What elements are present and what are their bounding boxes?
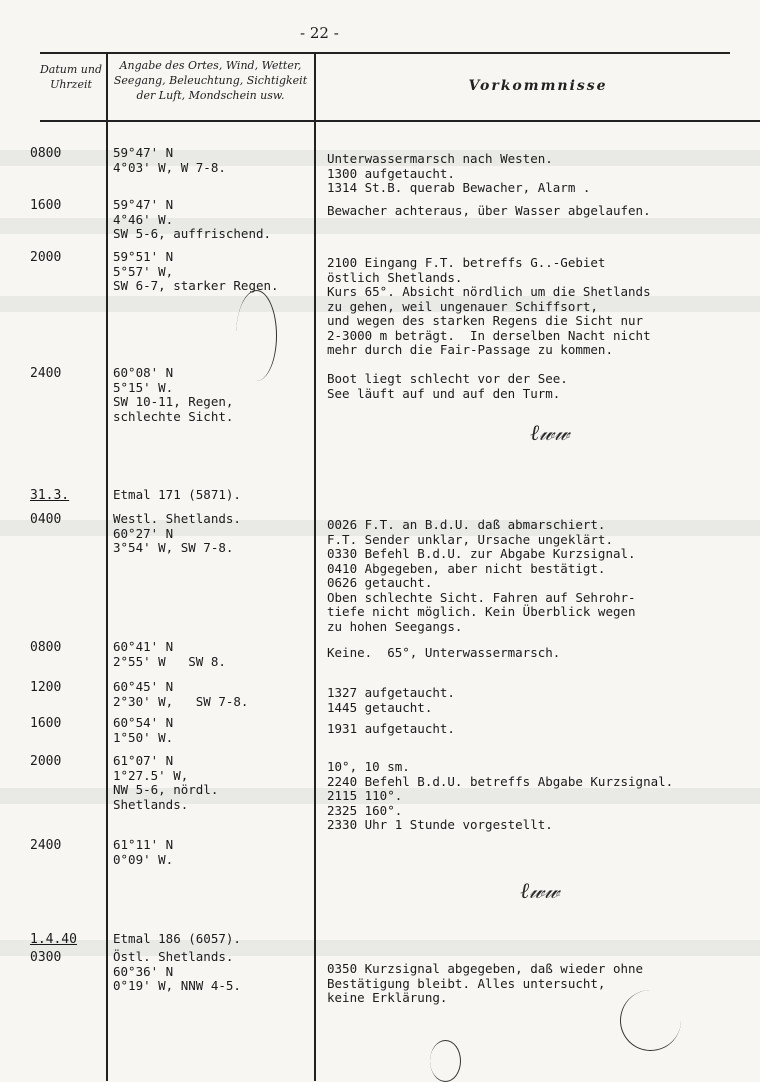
event-line: 1445 getaucht. — [327, 699, 433, 715]
position-line: 5°57' W, — [113, 263, 174, 279]
event-line: 2115 110°. — [327, 788, 403, 803]
entry-events — [327, 686, 757, 715]
event-line: 1931 aufgetaucht. — [327, 721, 455, 736]
position-line: 5°15' W. — [113, 379, 174, 395]
event-line: Bewacher achteraus, über Wasser abgelaufen. — [327, 203, 651, 218]
position-line: SW 5-6, auffrischend. — [113, 226, 272, 241]
page-number: - 22 - — [300, 24, 339, 42]
position-line: 4°03' W, W 7-8. — [113, 159, 226, 175]
position-line: 60°27' N — [113, 525, 174, 541]
position-line: 60°08' N — [113, 365, 174, 380]
pen-mark — [620, 990, 681, 1051]
event-line: F.T. Sender unklar, Ursache ungeklärt. — [327, 531, 613, 547]
position-line: 60°41' N — [113, 639, 174, 654]
position-line: 2°55' W SW 8. — [113, 653, 226, 669]
position-line: Westl. Shetlands. — [113, 511, 241, 526]
entry-date: 2000 — [30, 250, 62, 265]
event-line: 1327 aufgetaucht. — [327, 685, 455, 700]
entry-date: 31.3. — [30, 488, 70, 503]
column-divider-2 — [314, 52, 316, 1081]
header-location-weather: Angabe des Ortes, Wind, Wetter, Seegang, Beleuchtung, Sichtigkeit der Luft, Mondschein usw. — [113, 59, 308, 102]
entry-position — [113, 838, 313, 867]
entry-events — [327, 256, 757, 358]
entry-date: 2000 — [30, 754, 62, 769]
position-line: NW 5-6, nördl. — [113, 782, 219, 797]
entry-position — [113, 950, 313, 994]
position-line: 60°54' N — [113, 715, 174, 730]
position-line: 59°47' N — [113, 145, 174, 160]
entry-events — [327, 760, 757, 833]
column-divider-1 — [106, 52, 108, 1081]
entry-events — [327, 518, 757, 634]
position-line: 1°27.5' W, — [113, 767, 189, 783]
entry-date: 0800 — [30, 146, 62, 161]
position-line: Östl. Shetlands. — [113, 949, 234, 964]
entry-date: 2400 — [30, 366, 62, 381]
entry-date: 1200 — [30, 680, 62, 695]
pen-mark — [236, 290, 277, 381]
position-line: 1°50' W. — [113, 729, 174, 745]
entry-date: 0400 — [30, 512, 62, 527]
entry-position — [113, 640, 313, 669]
event-line: 0350 Kurzsignal abgegeben, daß wieder ohne — [327, 961, 644, 976]
entry-position — [113, 146, 313, 175]
entry-position — [113, 366, 313, 424]
entry-position — [113, 198, 313, 242]
event-line: 2100 Eingang F.T. betreffs G..-Gebiet — [327, 255, 606, 270]
position-line: 60°36' N — [113, 963, 174, 979]
position-line: SW 10-11, Regen, — [113, 394, 234, 409]
event-line: 2-3000 m beträgt. In derselben Nacht nicht — [327, 327, 651, 343]
event-line: 10°, 10 sm. — [327, 759, 410, 774]
position-line: 59°51' N — [113, 249, 174, 264]
position-line: schlechte Sicht. — [113, 408, 234, 424]
position-line: Etmal 171 (5871). — [113, 487, 241, 502]
position-line: 2°30' W, SW 7-8. — [113, 693, 249, 709]
entry-date: 0300 — [30, 950, 62, 965]
event-line: Unterwassermarsch nach Westen. — [327, 151, 553, 166]
entry-position — [113, 680, 313, 709]
entry-events — [327, 204, 757, 219]
entry-position — [113, 250, 313, 294]
event-line: zu gehen, weil ungenauer Schiffsort, — [327, 298, 598, 314]
event-line: keine Erklärung. — [327, 990, 448, 1005]
position-line: Shetlands. — [113, 796, 189, 812]
entry-events — [327, 722, 757, 737]
entry-date: 2400 — [30, 838, 62, 853]
position-line: 4°46' W. — [113, 211, 174, 227]
event-line: und wegen des starken Regens die Sicht nur — [327, 313, 644, 328]
event-line: Keine. 65°, Unterwassermarsch. — [327, 645, 561, 660]
entry-events — [327, 962, 757, 1006]
position-line: 3°54' W, SW 7-8. — [113, 540, 234, 555]
event-line: 0330 Befehl B.d.U. zur Abgabe Kurzsignal. — [327, 546, 636, 561]
event-line: zu hohen Seegangs. — [327, 618, 463, 634]
entry-date: 1600 — [30, 716, 62, 731]
event-line: tiefe nicht möglich. Kein Überblick wegen — [327, 604, 636, 619]
event-line: 0026 F.T. an B.d.U. daß abmarschiert. — [327, 517, 606, 532]
event-line: 2325 160°. — [327, 802, 403, 818]
event-line: mehr durch die Fair-Passage zu kommen. — [327, 342, 613, 357]
entry-position — [113, 716, 313, 745]
entry-position — [113, 512, 313, 556]
header-bottom-rule — [40, 120, 760, 122]
signature: ℓ𝓌𝓌 — [520, 879, 560, 904]
entry-date: 1600 — [30, 198, 62, 213]
event-line: See läuft auf und auf den Turm. — [327, 385, 561, 401]
entry-position — [113, 932, 313, 947]
event-line: Oben schlechte Sicht. Fahren auf Sehrohr- — [327, 589, 636, 605]
position-line: 59°47' N — [113, 197, 174, 212]
header-date-time: Datum und Uhrzeit — [39, 63, 103, 91]
event-line: 0410 Abgegeben, aber nicht bestätigt. — [327, 560, 606, 576]
position-line: 0°09' W. — [113, 851, 174, 867]
event-line: 1300 aufgetaucht. — [327, 165, 455, 181]
event-line: 1314 St.B. querab Bewacher, Alarm . — [327, 180, 591, 195]
event-line: 2330 Uhr 1 Stunde vorgestellt. — [327, 817, 553, 832]
entry-date: 1.4.40 — [30, 932, 77, 947]
entry-events — [327, 372, 757, 401]
entry-date: 0800 — [30, 640, 62, 655]
position-line: Etmal 186 (6057). — [113, 931, 241, 946]
entry-events — [327, 152, 757, 196]
event-line: Boot liegt schlecht vor der See. — [327, 371, 568, 386]
header-top-rule — [40, 52, 730, 54]
event-line: 2240 Befehl B.d.U. betreffs Abgabe Kurzsignal. — [327, 773, 674, 789]
position-line: SW 6-7, starker Regen. — [113, 278, 279, 293]
position-line: 60°45' N — [113, 679, 174, 694]
event-line: Kurs 65°. Absicht nördlich um die Shetlands — [327, 284, 651, 299]
event-line: 0626 getaucht. — [327, 575, 433, 590]
header-events: Vorkommnisse — [468, 78, 608, 94]
position-line: 61°07' N — [113, 753, 174, 768]
entry-position — [113, 488, 313, 503]
entry-events — [327, 646, 757, 661]
event-line: östlich Shetlands. — [327, 269, 463, 285]
pen-mark — [430, 1040, 461, 1082]
signature: ℓ𝓌𝓌 — [530, 421, 570, 446]
entry-position — [113, 754, 313, 812]
event-line: Bestätigung bleibt. Alles untersucht, — [327, 975, 606, 991]
position-line: 61°11' N — [113, 837, 174, 852]
position-line: 0°19' W, NNW 4-5. — [113, 978, 241, 993]
